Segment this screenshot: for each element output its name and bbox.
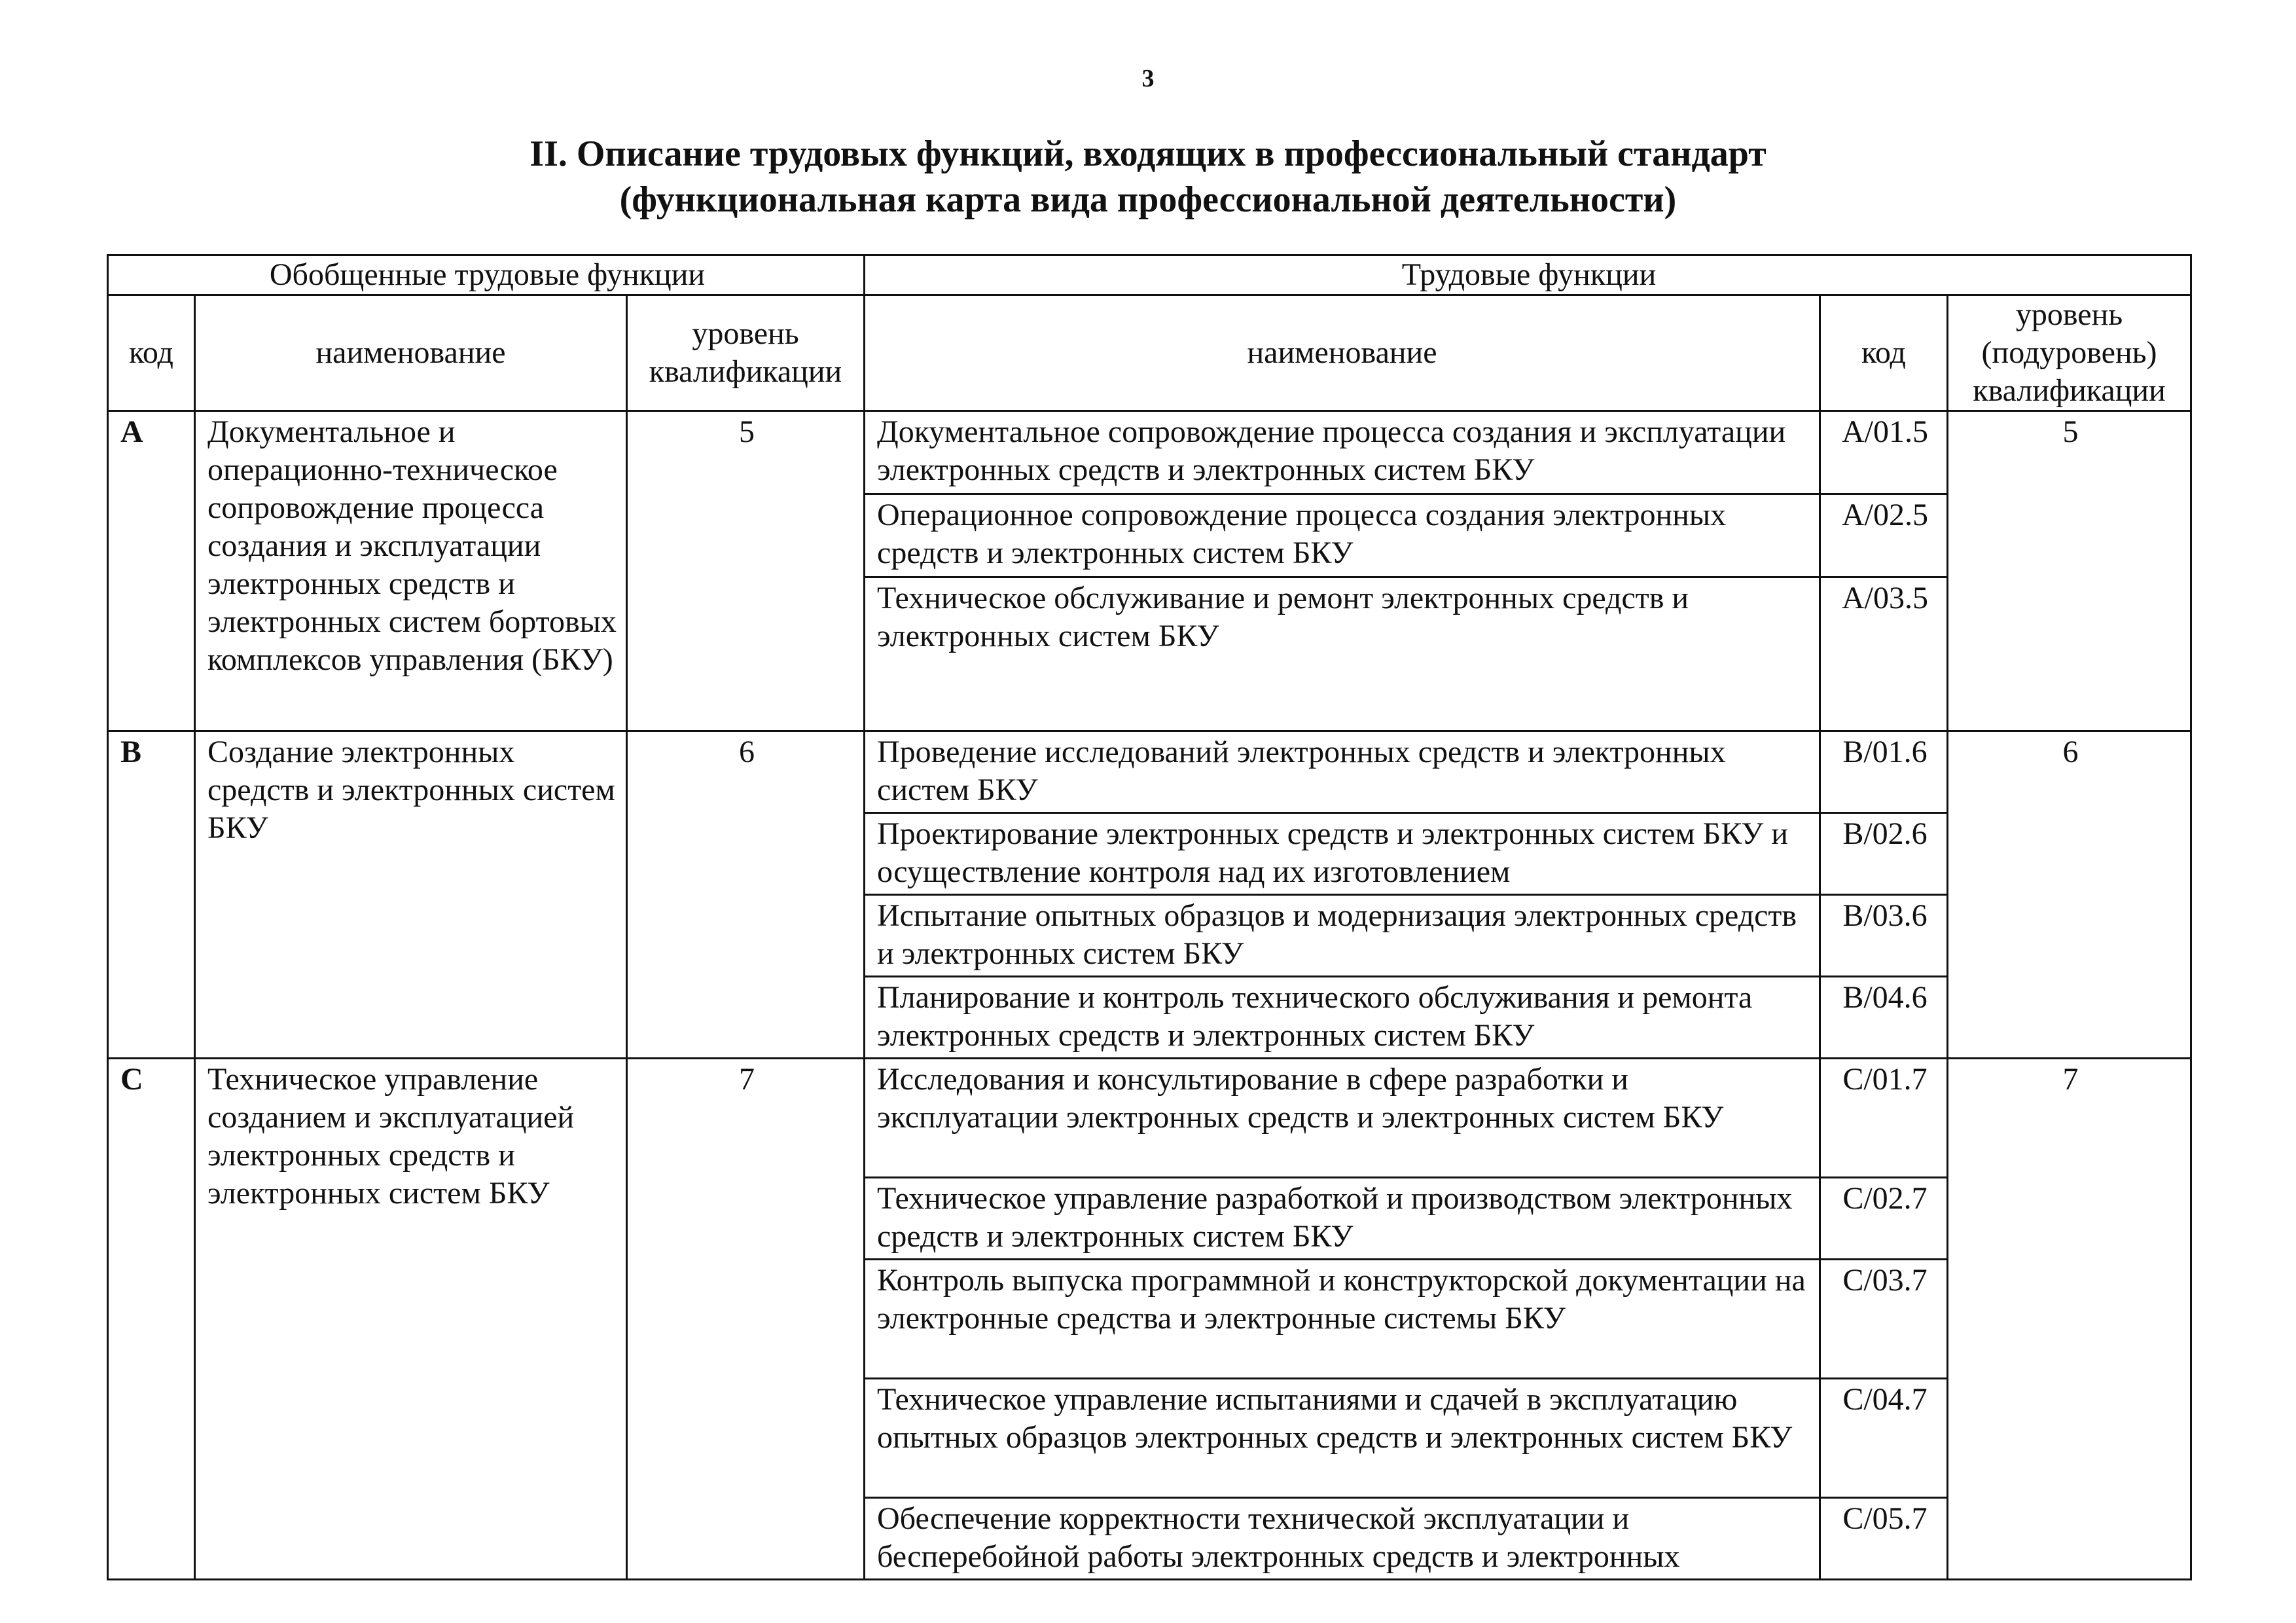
function-code: C/01.7	[1820, 1059, 1948, 1178]
function-code: C/02.7	[1820, 1178, 1948, 1260]
function-code: C/04.7	[1820, 1379, 1948, 1498]
page-title	[0, 131, 2296, 223]
labor-functions-header: Трудовые функции	[865, 255, 2191, 295]
group-code: C	[108, 1059, 195, 1580]
group-code: B	[108, 731, 195, 1059]
fn-name-header: наименование	[865, 295, 1820, 411]
group-level: 6	[627, 731, 865, 1059]
gen-level-header: уровень квалификации	[627, 295, 865, 411]
group-name: Техническое управление созданием и эксплуатацией электронных средств и электронных систем БКУ	[195, 1059, 627, 1580]
page-title-line-1: II. Описание трудовых функций, входящих в профессиональный стандарт	[529, 134, 1767, 174]
function-code: C/05.7	[1820, 1498, 1948, 1580]
function-name: Техническое управление разработкой и производством электронных средств и электронных систем БКУ	[865, 1178, 1820, 1260]
group-name: Документальное и операционно-техническое сопровождение процесса создания и эксплуатации электронных средств и электронных систем бортовых комплексов управления (БКУ)	[195, 411, 627, 731]
function-code: B/03.6	[1820, 895, 1948, 977]
group-code: A	[108, 411, 195, 731]
group-name: Создание электронных средств и электронных систем БКУ	[195, 731, 627, 1059]
function-code: A/01.5	[1820, 411, 1948, 494]
function-code: B/01.6	[1820, 731, 1948, 813]
function-name: Документальное сопровождение процесса создания и эксплуатации электронных средств и электронных систем БКУ	[865, 411, 1820, 494]
function-code: A/02.5	[1820, 494, 1948, 577]
function-name: Испытание опытных образцов и модернизация электронных средств и электронных систем БКУ	[865, 895, 1820, 977]
page-number: 3	[1141, 65, 1155, 92]
function-name: Планирование и контроль технического обслуживания и ремонта электронных средств и электронных систем БКУ	[865, 977, 1820, 1059]
function-name: Операционное сопровождение процесса создания электронных средств и электронных систем БКУ	[865, 494, 1820, 577]
function-name: Проектирование электронных средств и электронных систем БКУ и осуществление контроля над их изготовлением	[865, 813, 1820, 895]
group-header-row	[108, 255, 2191, 295]
function-name: Контроль выпуска программной и конструкторской документации на электронные средства и электронные системы БКУ	[865, 1260, 1820, 1379]
function-code: C/03.7	[1820, 1260, 1948, 1379]
function-code: A/03.5	[1820, 577, 1948, 731]
gen-code-header: код	[108, 295, 195, 411]
column-header-row	[108, 295, 2191, 411]
gen-name-header: наименование	[195, 295, 627, 411]
function-code: B/02.6	[1820, 813, 1948, 895]
generalized-functions-header: Обобщенные трудовые функции	[108, 255, 865, 295]
function-level: 5	[1948, 411, 2191, 731]
group-level: 7	[627, 1059, 865, 1580]
function-code: B/04.6	[1820, 977, 1948, 1059]
table-row	[108, 731, 2191, 813]
group-level: 5	[627, 411, 865, 731]
function-level: 7	[1948, 1059, 2191, 1580]
table-row	[108, 411, 2191, 494]
fn-level-header: уровень (подуровень) квалификации	[1948, 295, 2191, 411]
page-title-line-2: (функциональная карта вида профессиональной деятельности)	[619, 179, 1677, 220]
function-name: Обеспечение корректности технической эксплуатации и бесперебойной работы электронных средств и электронных	[865, 1498, 1820, 1580]
function-level: 6	[1948, 731, 2191, 1059]
function-name: Техническое управление испытаниями и сдачей в эксплуатацию опытных образцов электронных средств и электронных систем БКУ	[865, 1379, 1820, 1498]
function-name: Проведение исследований электронных средств и электронных систем БКУ	[865, 731, 1820, 813]
table-row	[108, 1059, 2191, 1178]
fn-code-header: код	[1820, 295, 1948, 411]
function-name: Техническое обслуживание и ремонт электронных средств и электронных систем БКУ	[865, 577, 1820, 731]
functional-map-table	[107, 254, 2192, 1580]
function-name: Исследования и консультирование в сфере разработки и эксплуатации электронных средств и электронных систем БКУ	[865, 1059, 1820, 1178]
